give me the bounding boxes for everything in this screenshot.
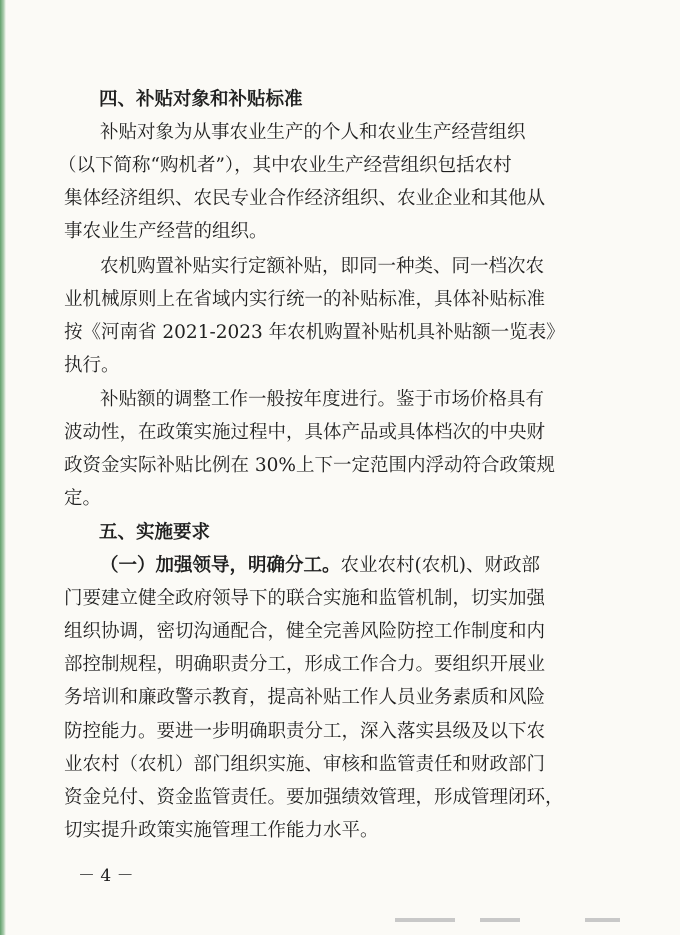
item-first-line [100,554,540,578]
paragraph-line: 部控制规程，明确职责分工，形成工作合力。要组织开展业 [64,654,546,675]
section-heading-4: 四、补贴对象和补贴标准 [99,89,303,110]
paragraph-line: 补贴额的调整工作一般按年度进行。鉴于市场价格具有 [100,389,545,410]
paragraph-line: 定。 [64,488,102,509]
paragraph-line: 政资金实际补贴比例在 30%上下一定范围内浮动符合政策规 [64,455,556,476]
paragraph-line: 执行。 [64,355,120,376]
scan-artifact [585,918,620,922]
paragraph-line: 切实提升政策实施管理工作能力水平。 [64,820,379,841]
paragraph-line: （以下简称“购机者”），其中农业生产经营组织包括农村 [58,155,512,176]
paragraph-line: 务培训和廉政警示教育，提高补贴工作人员业务素质和风险 [64,687,546,708]
item-first-rest: 农业农村(农机)、财政部 [340,555,540,576]
paragraph-line: 按《河南省 2021-2023 年农机购置补贴机具补贴额一览表》 [64,322,565,343]
section-heading-5: 五、实施要求 [99,522,211,543]
paragraph-line: 业农村（农机）部门组织实施、审核和监管责任和财政部门 [64,754,546,775]
paragraph-line: 防控能力。要进一步明确职责分工，深入落实县级及以下农 [64,721,546,742]
paragraph-line: 组织协调，密切沟通配合，健全完善风险防控工作制度和内 [64,621,546,642]
paragraph-line: 波动性，在政策实施过程中，具体产品或具体档次的中央财 [64,422,546,443]
scan-artifact [480,918,520,922]
paragraph-line: 门要建立健全政府领导下的联合实施和监管机制，切实加强 [64,588,546,609]
paragraph-line: 集体经济组织、农民专业合作经济组织、农业企业和其他从 [64,188,546,209]
scan-artifact [395,918,455,922]
paragraph-line: 农机购置补贴实行定额补贴，即同一种类、同一档次农 [100,256,545,277]
page-number: － 4 － [78,866,134,886]
paragraph-line: 事农业生产经营的组织。 [64,221,268,242]
paragraph-line: 补贴对象为从事农业生产的个人和农业生产经营组织 [100,122,526,143]
paragraph-line: 业机械原则上在省域内实行统一的补贴标准，具体补贴标准 [64,289,546,310]
item-title: （一）加强领导，明确分工。 [100,555,341,576]
paragraph-line: 资金兑付、资金监管责任。要加强绩效管理，形成管理闭环， [64,787,564,808]
